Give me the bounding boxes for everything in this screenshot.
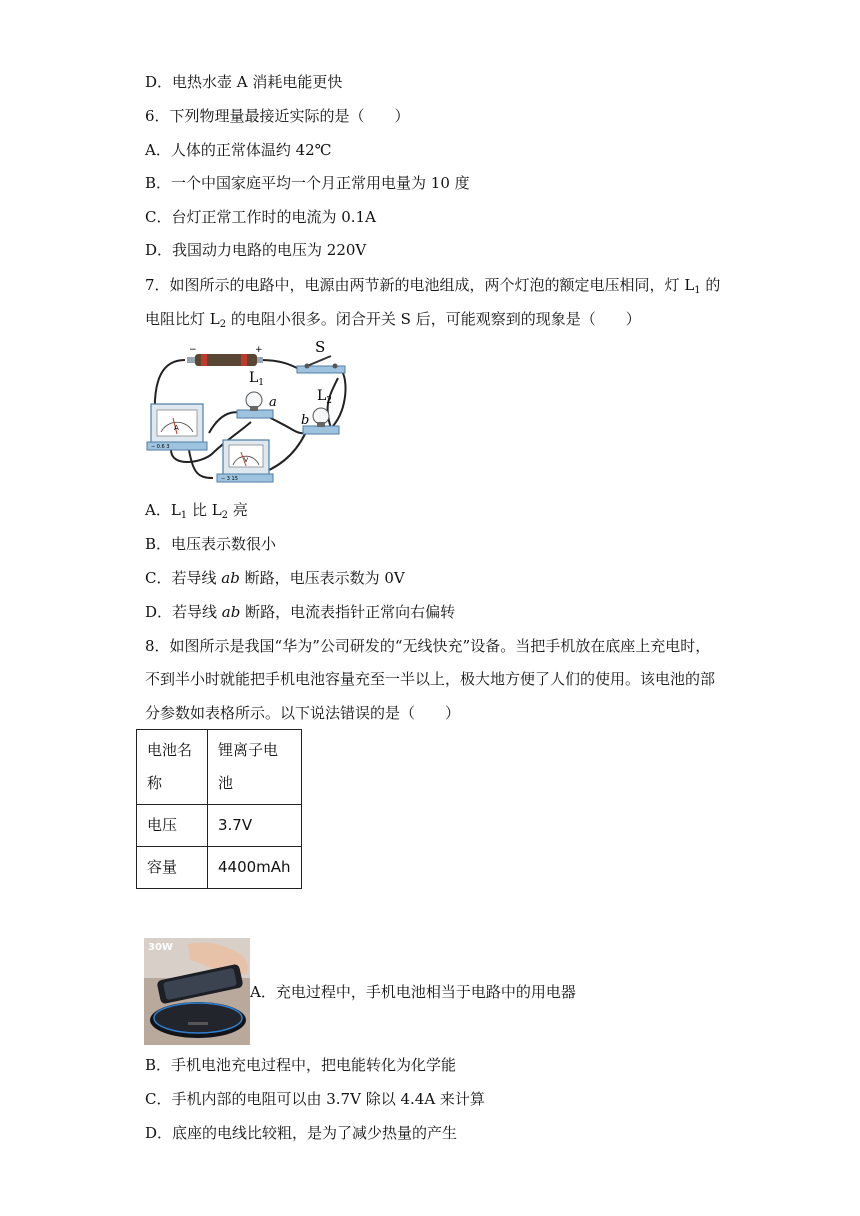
lamp-l2-label: $L_2$: [317, 388, 333, 406]
battery-parameter-table: [136, 729, 302, 889]
table-cell-label: 电压: [137, 805, 208, 847]
table-cell-value: 3.7V: [208, 805, 302, 847]
q7-stem-line-1: 7．如图所示的电路中，电源由两节新的电池组成，两个灯泡的额定电压相同，灯 $L_1$ 的: [145, 276, 721, 296]
q8-stem-line-2: 不到半小时就能把手机电池容量充至一半以上，极大地方便了人们的使用。该电池的部: [145, 670, 716, 688]
battery-minus-label: −: [189, 345, 197, 355]
table-row: [137, 730, 302, 805]
q8-option-d: D．底座的电线比较粗，是为了减少热量的产生: [145, 1124, 458, 1142]
circuit-diagram: [143, 338, 353, 488]
table-cell-label: 容量: [137, 847, 208, 889]
q7-option-d: D．若导线 ab 断路，电流表指针正常向右偏转: [145, 603, 456, 621]
voltmeter-terminals: − 3 15: [221, 476, 238, 482]
point-a-label: a: [269, 395, 277, 410]
lamp-l1-icon: [237, 392, 273, 418]
voltmeter-symbol: V: [244, 457, 249, 464]
table-row: [137, 805, 302, 847]
table-cell-value: 锂离子电 池: [208, 730, 302, 805]
table-cell-label: 电池名 称: [137, 730, 208, 805]
q5-option-d: D．电热水壶 A 消耗电能更快: [145, 73, 343, 91]
ammeter-symbol: A: [174, 424, 179, 432]
table-row: [137, 847, 302, 889]
q7-stem-line-2: 电阻比灯 $L_2$ 的电阻小很多。闭合开关 S 后，可能观察到的现象是（ ）: [145, 310, 641, 330]
point-b-label: b: [301, 413, 310, 428]
q8-stem-line-1: 8．如图所示是我国“华为”公司研发的“无线快充”设备。当把手机放在底座上充电时，: [145, 637, 711, 655]
q7-option-a: A．$L_1$ 比 $L_2$ 亮: [145, 501, 248, 521]
table-cell-value: 4400mAh: [208, 847, 302, 889]
q6-option-c: C．台灯正常工作时的电流为 0.1A: [145, 208, 376, 226]
q6-stem: 6．下列物理量最接近实际的是（ ）: [145, 107, 410, 125]
ammeter-terminals: − 0.6 3: [151, 444, 170, 450]
q7-option-b: B．电压表示数很小: [145, 535, 277, 553]
battery-icon: [187, 354, 263, 366]
switch-label: S: [315, 338, 326, 356]
lamp-l1-label: $L_1$: [249, 370, 265, 388]
switch-icon: [297, 356, 345, 373]
q8-stem-line-3: 分参数如表格所示。以下说法错误的是（ ）: [145, 704, 461, 722]
battery-plus-label: +: [255, 345, 263, 355]
q7-option-c: C．若导线 ab 断路，电压表示数为 0V: [145, 569, 405, 587]
q6-option-a: A．人体的正常体温约 42℃: [145, 141, 332, 159]
q6-option-d: D．我国动力电路的电压为 220V: [145, 241, 367, 259]
photo-badge: 30W: [148, 942, 173, 953]
q8-option-a: A．充电过程中，手机电池相当于电路中的用电器: [250, 983, 576, 1001]
q8-option-b: B．手机电池充电过程中，把电能转化为化学能: [145, 1056, 457, 1074]
wireless-charger-photo: [144, 938, 250, 1045]
q8-option-c: C．手机内部的电阻可以由 3.7V 除以 4.4A 来计算: [145, 1090, 485, 1108]
q6-option-b: B．一个中国家庭平均一个月正常用电量为 10 度: [145, 174, 470, 192]
